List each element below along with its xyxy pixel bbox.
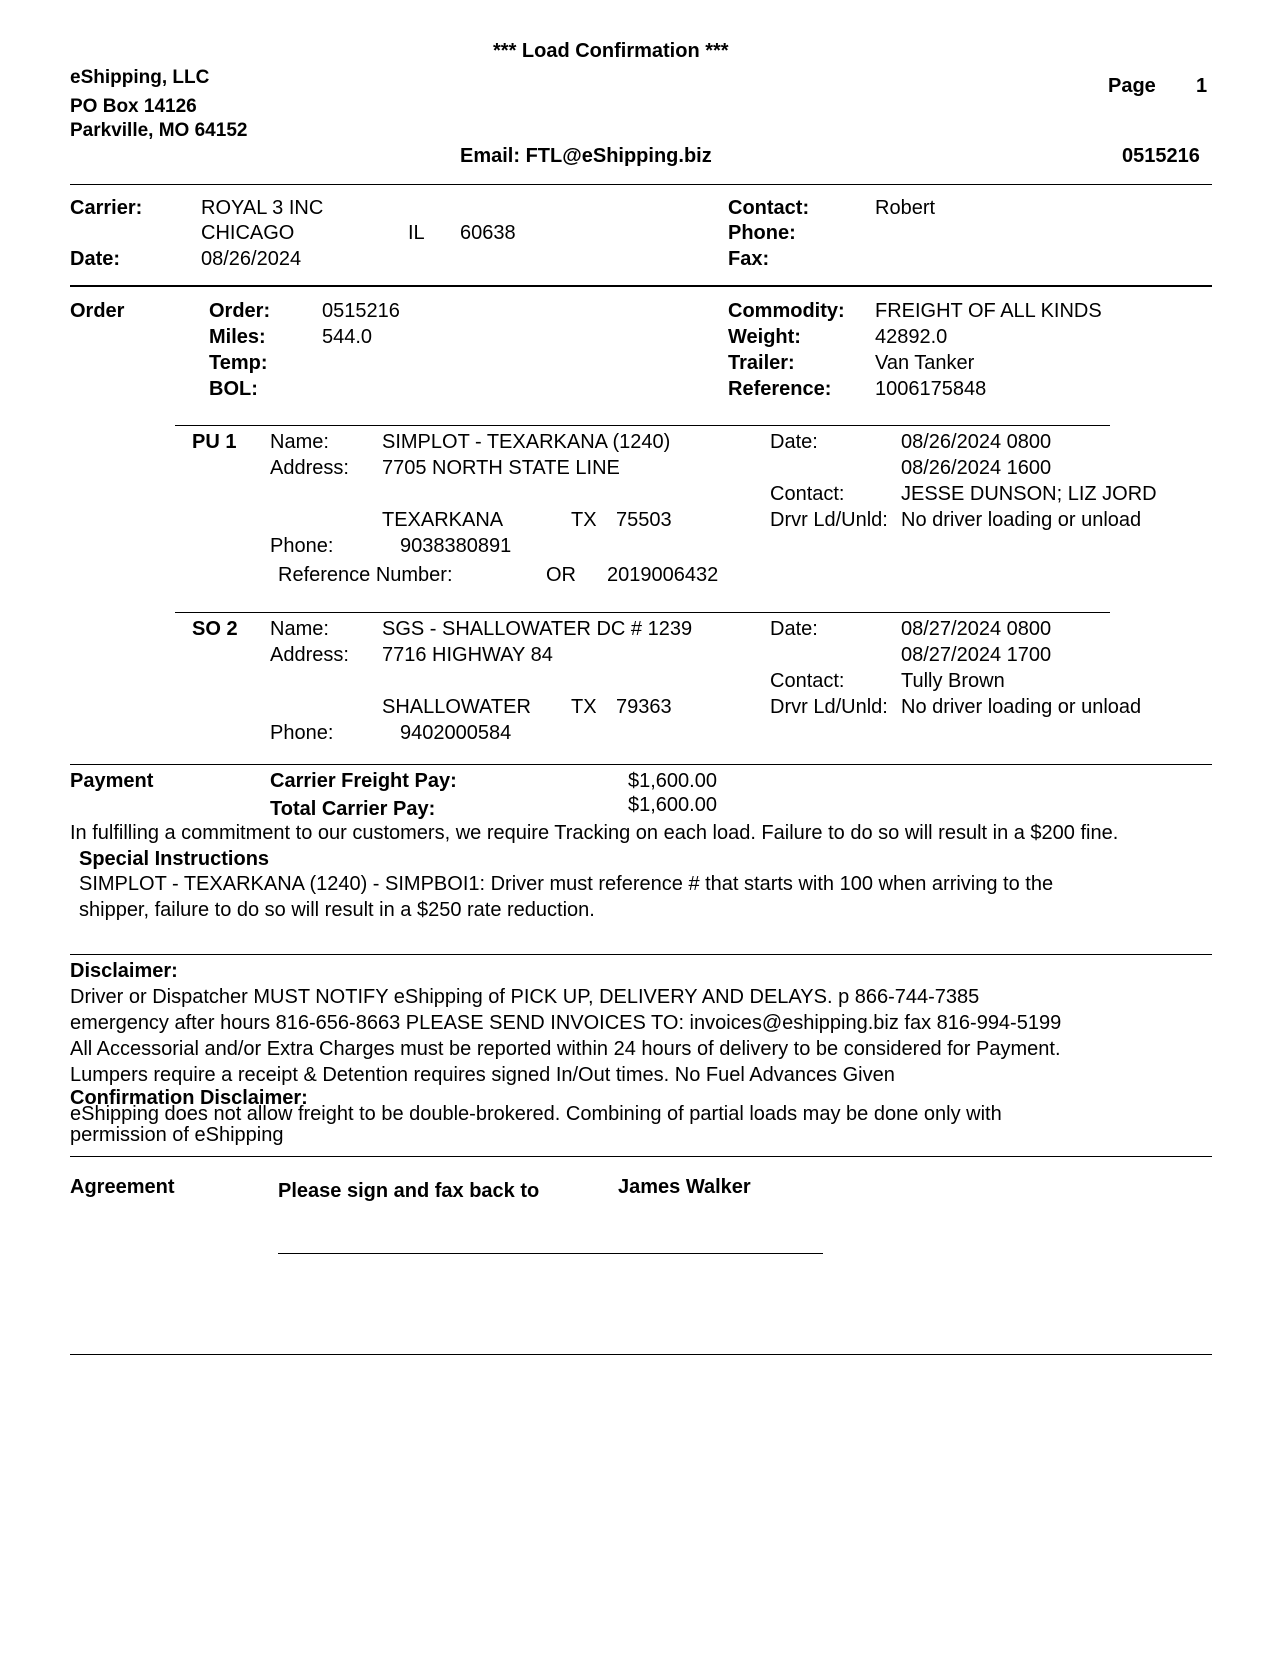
trailer-value: Van Tanker [875, 352, 975, 374]
divider [175, 612, 1110, 613]
stop-date-label: Date: [770, 431, 818, 453]
load-number: 0515216 [1122, 145, 1200, 167]
divider [70, 764, 1212, 765]
carrier-state: IL [408, 222, 425, 244]
weight-label: Weight: [728, 326, 801, 348]
confirmation-disclaimer-label: Confirmation Disclaimer: [70, 1087, 308, 1109]
divider [175, 425, 1110, 426]
stop-date-to: 08/27/2024 1700 [901, 644, 1052, 666]
trailer-label: Trailer: [728, 352, 795, 374]
company-name: eShipping, LLC [70, 67, 210, 88]
stop-address-label: Address: [270, 457, 349, 479]
tracking-notice: In fulfilling a commitment to our customers, we require Tracking on each load. Failure to do so will result in a $200 fine. [70, 822, 1119, 844]
disclaimer-line: All Accessorial and/or Extra Charges must be reported within 24 hours of delivery to be considered for Payment. [70, 1038, 1061, 1060]
stop-date-to: 08/26/2024 1600 [901, 457, 1052, 479]
company-address-line2: Parkville, MO 64152 [70, 120, 248, 141]
stop-driver-value: No driver loading or unload [901, 509, 1142, 531]
contact-label: Contact: [728, 197, 810, 219]
stop-state: TX [571, 696, 597, 718]
fax-label: Fax: [728, 248, 770, 270]
stop-name: SGS - SHALLOWATER DC # 1239 [382, 618, 693, 640]
stop-date-from: 08/27/2024 0800 [901, 618, 1052, 640]
stop-phone: 9038380891 [400, 535, 512, 557]
divider [70, 285, 1212, 287]
special-instructions-label: Special Instructions [79, 848, 270, 870]
special-instructions-line: SIMPLOT - TEXARKANA (1240) - SIMPBOI1: Driver must reference # that starts with 100 when arriving to the [79, 873, 1054, 895]
stop-date-from: 08/26/2024 0800 [901, 431, 1052, 453]
stop-reference-type: OR [546, 564, 576, 586]
stop-name-label: Name: [270, 431, 329, 453]
stop-driver-value: No driver loading or unload [901, 696, 1142, 718]
carrier-name: ROYAL 3 INC [201, 197, 324, 219]
stop-zip: 75503 [616, 509, 672, 531]
miles-value: 544.0 [322, 326, 373, 348]
stop-city: SHALLOWATER [382, 696, 531, 718]
stop-name-label: Name: [270, 618, 329, 640]
page-number: 1 [1196, 75, 1208, 97]
stop-name: SIMPLOT - TEXARKANA (1240) [382, 431, 671, 453]
weight-value: 42892.0 [875, 326, 948, 348]
carrier-label: Carrier: [70, 197, 143, 219]
carrier-contact: Robert [875, 197, 936, 219]
contact-email: Email: FTL@eShipping.biz [460, 145, 712, 167]
signer-name: James Walker [618, 1176, 751, 1198]
order-number-label: Order: [209, 300, 271, 322]
stop-reference-number: 2019006432 [607, 564, 719, 586]
divider [70, 184, 1212, 185]
stop-address-label: Address: [270, 644, 349, 666]
freight-pay-label: Carrier Freight Pay: [270, 770, 457, 792]
stop-address: 7716 HIGHWAY 84 [382, 644, 553, 666]
stop-zip: 79363 [616, 696, 672, 718]
page-label: Page [1108, 75, 1156, 97]
divider [70, 1156, 1212, 1157]
confirmation-disclaimer-line: eShipping does not allow freight to be double-brokered. Combining of partial loads may be done only with [70, 1103, 1002, 1125]
stop-city: TEXARKANA [382, 509, 504, 531]
divider [70, 954, 1212, 955]
stop-tag: SO 2 [192, 618, 238, 640]
disclaimer-line: Driver or Dispatcher MUST NOTIFY eShipping of PICK UP, DELIVERY AND DELAYS. p 866-744-7385 [70, 986, 980, 1008]
stop-tag: PU 1 [192, 431, 237, 453]
stop-reference-label: Reference Number: [278, 564, 453, 586]
sign-instruction: Please sign and fax back to [278, 1180, 540, 1202]
bol-label: BOL: [209, 378, 258, 400]
disclaimer-label: Disclaimer: [70, 960, 178, 982]
miles-label: Miles: [209, 326, 266, 348]
date-label: Date: [70, 248, 121, 270]
stop-phone-label: Phone: [270, 722, 334, 744]
stop-address: 7705 NORTH STATE LINE [382, 457, 620, 479]
stop-state: TX [571, 509, 597, 531]
stop-contact-label: Contact: [770, 670, 845, 692]
reference-label: Reference: [728, 378, 832, 400]
reference-value: 1006175848 [875, 378, 987, 400]
company-address-line1: PO Box 14126 [70, 96, 197, 117]
signature-line[interactable] [278, 1253, 823, 1254]
total-pay-value: $1,600.00 [628, 794, 717, 816]
carrier-date: 08/26/2024 [201, 248, 302, 270]
disclaimer-line: emergency after hours 816-656-8663 PLEASE SEND INVOICES TO: invoices@eshipping.biz fax 816-994-5199 [70, 1012, 1062, 1034]
total-pay-label: Total Carrier Pay: [270, 798, 436, 820]
stop-driver-label: Drvr Ld/Unld: [770, 509, 888, 531]
freight-pay-value: $1,600.00 [628, 770, 717, 792]
document-title: *** Load Confirmation *** [493, 40, 729, 62]
stop-contact: Tully Brown [901, 670, 1005, 692]
stop-phone: 9402000584 [400, 722, 512, 744]
agreement-label: Agreement [70, 1176, 175, 1198]
commodity-label: Commodity: [728, 300, 845, 322]
order-number: 0515216 [322, 300, 400, 322]
special-instructions-line: shipper, failure to do so will result in a $250 rate reduction. [79, 899, 595, 921]
stop-driver-label: Drvr Ld/Unld: [770, 696, 888, 718]
carrier-zip: 60638 [460, 222, 516, 244]
temp-label: Temp: [209, 352, 268, 374]
phone-label: Phone: [728, 222, 796, 244]
commodity-value: FREIGHT OF ALL KINDS [875, 300, 1102, 322]
divider [70, 1354, 1212, 1355]
payment-section-label: Payment [70, 770, 154, 792]
stop-phone-label: Phone: [270, 535, 334, 557]
stop-contact-label: Contact: [770, 483, 845, 505]
stop-contact: JESSE DUNSON; LIZ JORD [901, 483, 1157, 505]
stop-date-label: Date: [770, 618, 818, 640]
order-section-label: Order [70, 300, 125, 322]
carrier-city: CHICAGO [201, 222, 295, 244]
disclaimer-line: Lumpers require a receipt & Detention requires signed In/Out times. No Fuel Advances Given [70, 1064, 895, 1086]
confirmation-disclaimer-line: permission of eShipping [70, 1124, 284, 1146]
